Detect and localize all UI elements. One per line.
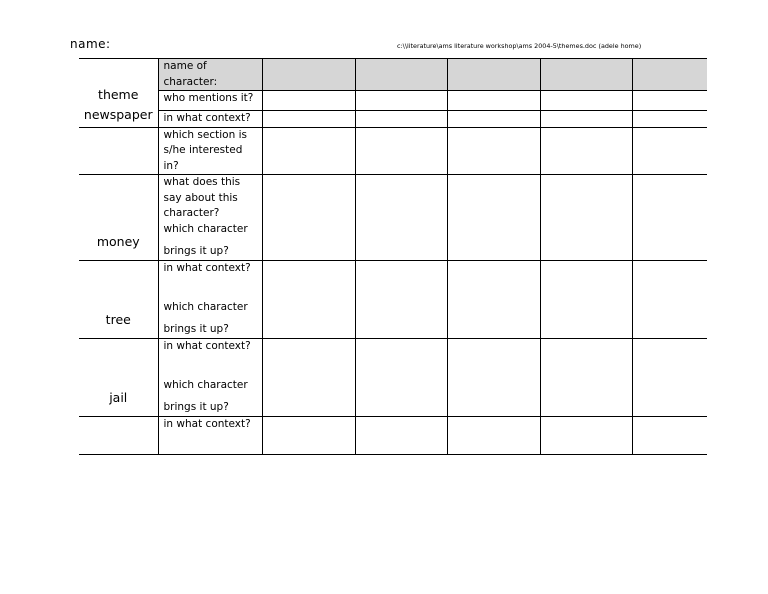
answer-cell[interactable] [632,127,707,175]
answer-cell[interactable] [262,261,355,339]
answer-cell[interactable] [632,339,707,417]
answer-cell[interactable] [262,111,355,128]
prompt-who-mentions: who mentions it? [158,91,262,111]
answer-cell[interactable] [355,127,447,175]
answer-cell[interactable] [355,339,447,417]
answer-cell[interactable] [632,59,707,91]
prompt-text: what does this [163,176,241,188]
answer-cell[interactable] [447,91,540,111]
answer-cell[interactable] [632,91,707,111]
answer-cell[interactable] [355,175,447,261]
prompt-text: say about this [163,191,238,204]
theme-cell-money: money [79,175,158,261]
table-row [79,111,707,128]
theme-cell-tree: tree [79,261,158,339]
prompt-name-of-character [158,59,262,91]
theme-cell-newspaper [79,59,158,128]
answer-cell[interactable] [262,127,355,175]
prompt-in-what-context: in what context? [158,111,262,128]
table-row [79,127,707,175]
theme-cell-empty [79,127,158,175]
prompt-text: brings it up? [163,245,229,257]
answer-cell[interactable] [632,175,707,261]
table-row [79,59,707,91]
answer-cell[interactable] [355,91,447,111]
prompt-jail [158,339,262,417]
answer-cell[interactable] [447,59,540,91]
prompt-in-what-context-final: in what context? [158,417,262,455]
theme-newspaper-label: newspaper [83,106,153,122]
theme-cell-empty [79,417,158,455]
prompt-text: s/he interested [163,144,243,156]
table-row [79,417,707,455]
prompt-what-does-this-say [158,175,262,261]
prompt-text: character: [163,75,218,88]
theme-label: theme [98,86,139,102]
answer-cell[interactable] [540,111,632,128]
answer-cell[interactable] [447,127,540,175]
prompt-text: name of [163,60,207,72]
prompt-text: which character [163,378,248,391]
answer-cell[interactable] [355,59,447,91]
table-row [79,261,707,339]
answer-cell[interactable] [262,59,355,91]
answer-cell[interactable] [447,417,540,455]
answer-cell[interactable] [262,91,355,111]
answer-cell[interactable] [447,261,540,339]
file-path: c:\\literature\ams literature workshop\ams 2004-5\themes.doc (adele home) [397,42,642,50]
prompt-text: brings it up? [163,401,229,413]
answer-cell[interactable] [355,417,447,455]
answer-cell[interactable] [632,417,707,455]
answer-cell[interactable] [355,261,447,339]
prompt-text: in what context? [163,262,251,274]
answer-cell[interactable] [447,339,540,417]
answer-cell[interactable] [540,175,632,261]
answer-cell[interactable] [355,111,447,128]
answer-cell[interactable] [540,261,632,339]
answer-cell[interactable] [632,261,707,339]
theme-cell-jail: jail [79,339,158,417]
answer-cell[interactable] [262,175,355,261]
answer-cell[interactable] [540,91,632,111]
answer-cell[interactable] [540,59,632,91]
prompt-text: brings it up? [163,323,229,335]
table-row [79,175,707,261]
prompt-text: in what context? [163,340,251,352]
themes-worksheet-table [79,58,707,455]
answer-cell[interactable] [262,339,355,417]
answer-cell[interactable] [540,127,632,175]
table-row [79,339,707,417]
answer-cell[interactable] [540,417,632,455]
name-label: name: [70,37,111,51]
prompt-text: which character [163,222,248,235]
prompt-which-section [158,127,262,175]
prompt-text: which character [163,300,248,313]
answer-cell[interactable] [632,111,707,128]
answer-cell[interactable] [540,339,632,417]
answer-cell[interactable] [447,111,540,128]
prompt-text: in? [163,159,179,172]
prompt-tree [158,261,262,339]
prompt-text: which section is [163,128,247,141]
answer-cell[interactable] [262,417,355,455]
answer-cell[interactable] [447,175,540,261]
prompt-text: character? [163,207,220,219]
table-row [79,91,707,111]
